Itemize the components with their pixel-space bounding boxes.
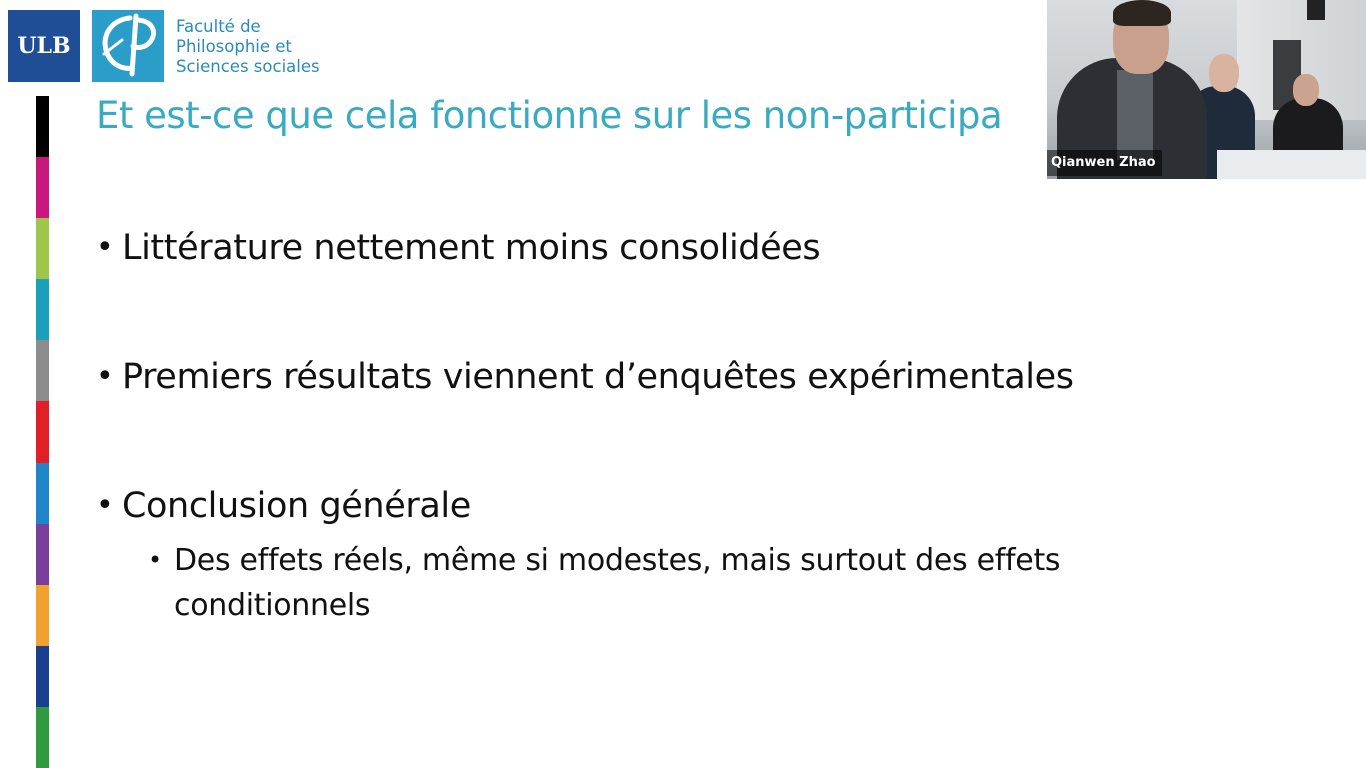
color-stripe-segment (36, 463, 49, 524)
faculty-emblem-logo (92, 10, 164, 82)
video-person-1-shirt (1117, 70, 1153, 160)
color-stripe-segment (36, 340, 49, 401)
ulb-logo-text: ULB (17, 33, 71, 59)
video-person-1-hair (1113, 0, 1171, 26)
bullet-marker: • (96, 359, 114, 394)
ulb-logo (8, 10, 80, 82)
color-stripe-segment (36, 707, 49, 768)
faculty-name-line-3: Sciences sociales (176, 57, 320, 76)
video-person-3-head (1293, 74, 1319, 106)
faculty-name-line-2: Philosophie et (176, 37, 292, 56)
slide-title: Et est-ce que cela fonctionne sur les non-participa (96, 94, 1003, 137)
participant-video-tile[interactable] (1047, 0, 1366, 179)
bullet-marker: • (96, 230, 114, 265)
sub-bullet-text: Des effets réels, même si modestes, mais surtout des effets conditionnels (174, 543, 1061, 623)
bullet-item (96, 226, 820, 270)
video-table (1217, 150, 1366, 179)
bullet-item (96, 484, 471, 528)
color-stripe-segment (36, 218, 49, 279)
participant-name-label: Qianwen Zhao (1047, 150, 1162, 176)
color-stripe-segment (36, 96, 49, 157)
faculty-emblem-icon (92, 10, 164, 82)
bullet-marker: • (96, 488, 114, 523)
color-stripe (36, 96, 49, 768)
color-stripe-segment (36, 279, 49, 340)
bullet-item (96, 355, 1074, 399)
bullet-text: Conclusion générale (122, 486, 471, 526)
faculty-name (176, 17, 376, 77)
color-stripe-segment (36, 401, 49, 462)
bullet-text: Littérature nettement moins consolidées (122, 228, 821, 268)
bullet-text: Premiers résultats viennent d’enquêtes expérimentales (122, 357, 1074, 397)
faculty-name-line-1: Faculté de (176, 17, 261, 36)
color-stripe-segment (36, 646, 49, 707)
color-stripe-segment (36, 524, 49, 585)
video-background-speaker (1307, 0, 1325, 20)
sub-bullet-marker: • (148, 546, 162, 574)
color-stripe-segment (36, 157, 49, 218)
color-stripe-segment (36, 585, 49, 646)
sub-bullet-item (148, 538, 1178, 628)
video-person-2-head (1209, 54, 1239, 92)
